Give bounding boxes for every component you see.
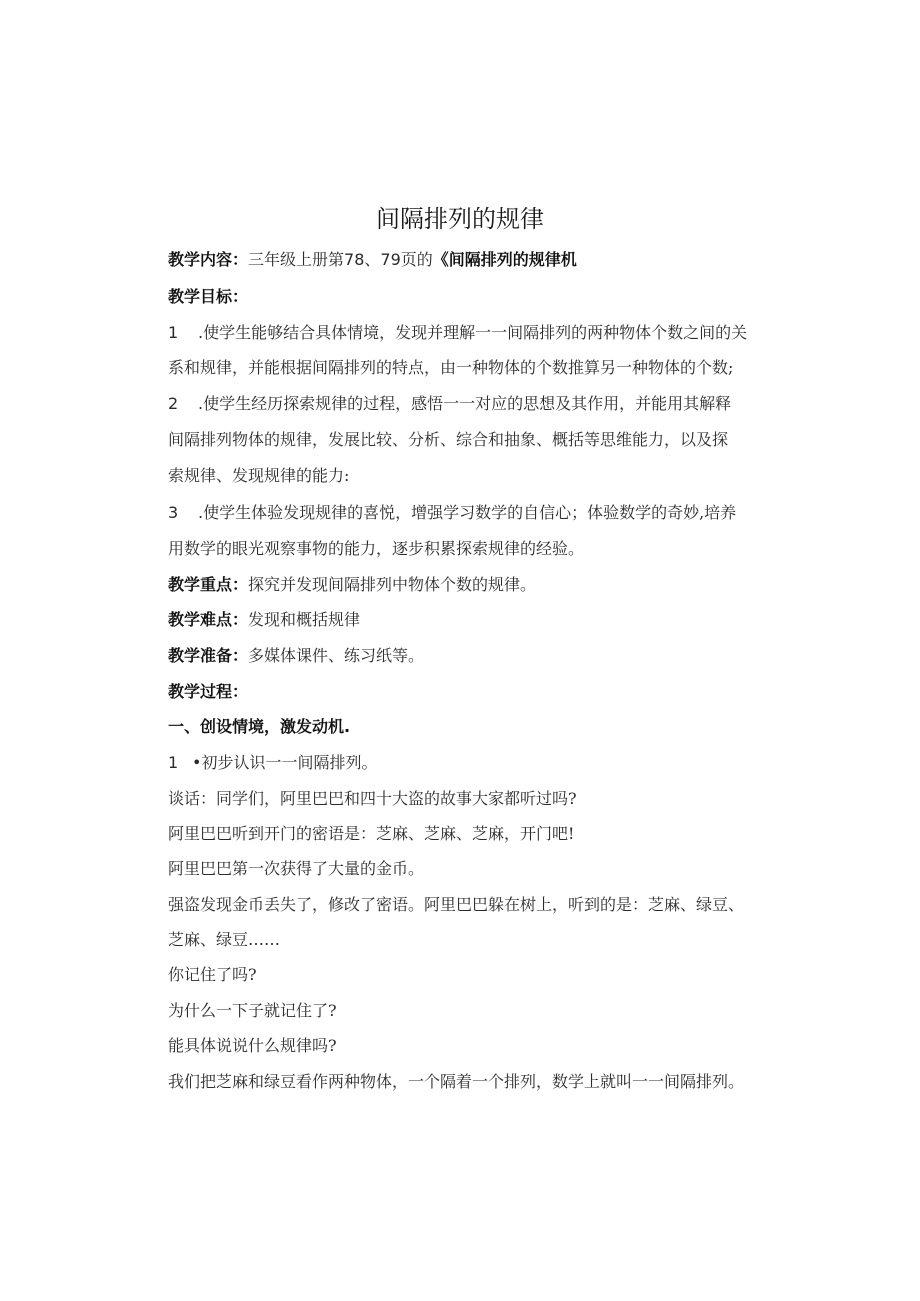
goal-3-line-2: 用数学的眼光观察事物的能力，逐步积累探索规律的经验。 bbox=[168, 539, 585, 558]
story-line-1: 谈话：同学们，阿里巴巴和四十大盗的故事大家都听过吗? bbox=[168, 789, 577, 808]
story-line-9: 我们把芝麻和绿豆看作两种物体，一个隔着一个排列，数学上就叫一一间隔排列。 bbox=[168, 1072, 745, 1091]
story-line-8: 能具体说说什么规律吗? bbox=[168, 1036, 337, 1055]
teaching-content-line bbox=[168, 249, 577, 271]
process-label: 教学过程： bbox=[168, 682, 249, 701]
difficulty-text: 发现和概括规律 bbox=[248, 610, 361, 629]
goal-1-text-1: .使学生能够结合具体情境，发现并理解一一间隔排列的两种物体个数之间的关 bbox=[198, 323, 748, 342]
difficulty-label: 教学难点： bbox=[168, 610, 249, 629]
story-line-3: 阿里巴巴第一次获得了大量的金币。 bbox=[168, 859, 425, 878]
step-1-text: •初步认识一一间隔排列。 bbox=[192, 753, 378, 772]
goal-1-line-1 bbox=[168, 322, 747, 344]
teaching-content-text-a: 三年级上册第 bbox=[248, 250, 345, 269]
preparation-text: 多媒体课件、练习纸等。 bbox=[248, 646, 425, 665]
teaching-content-label: 教学内容： bbox=[168, 250, 249, 269]
teaching-content-pages: 78、79 bbox=[344, 250, 401, 269]
goal-2-number: 2 bbox=[168, 394, 179, 413]
goal-2-line-1 bbox=[168, 393, 731, 415]
goal-1-number: 1 bbox=[168, 323, 179, 342]
story-line-6: 你记住了吗? bbox=[168, 965, 257, 984]
goal-2-line-3: 索规律、发现规律的能力: bbox=[168, 466, 350, 485]
teaching-content-book-title: 《间隔排列的规律机 bbox=[432, 250, 577, 269]
key-point-text: 探究并发现间隔排列中物体个数的规律。 bbox=[248, 575, 537, 594]
preparation-label: 教学准备： bbox=[168, 646, 249, 665]
story-line-4: 强盗发现金币丢失了，修改了密语。阿里巴巴躲在树上，听到的是：芝麻、绿豆、 bbox=[168, 895, 745, 914]
key-point-line bbox=[168, 574, 536, 596]
goal-3-line-1 bbox=[168, 502, 736, 524]
goal-2-text-1: .使学生经历探索规律的过程，感悟一一对应的思想及其作用，并能用其解释 bbox=[198, 394, 732, 413]
goal-1-line-2: 系和规律，并能根据间隔排列的特点，由一种物体的个数推算另一种物体的个数; bbox=[168, 358, 734, 377]
step-1-number: 1 bbox=[168, 753, 179, 772]
section-1-heading: 一、创设情境，激发动机. bbox=[168, 717, 351, 736]
goal-3-text-1: .使学生体验发现规律的喜悦，增强学习数学的自信心；体验数学的奇妙,培养 bbox=[198, 503, 737, 522]
preparation-line bbox=[168, 645, 424, 667]
key-point-label: 教学重点： bbox=[168, 575, 249, 594]
step-1-line bbox=[168, 752, 377, 774]
document-title: 间隔排列的规律 bbox=[376, 205, 544, 233]
teaching-goals-label: 教学目标： bbox=[168, 287, 249, 306]
story-line-7: 为什么一下子就记住了? bbox=[168, 1001, 337, 1020]
goal-3-number: 3 bbox=[168, 503, 179, 522]
story-line-2: 阿里巴巴听到开门的密语是：芝麻、芝麻、芝麻，开门吧! bbox=[168, 824, 575, 843]
difficulty-line bbox=[168, 609, 360, 631]
goal-2-line-2: 间隔排列物体的规律，发展比较、分析、综合和抽象、概括等思维能力，以及探 bbox=[168, 430, 729, 449]
story-line-5: 芝麻、绿豆…… bbox=[168, 930, 281, 949]
teaching-content-text-c: 页的 bbox=[400, 250, 433, 269]
